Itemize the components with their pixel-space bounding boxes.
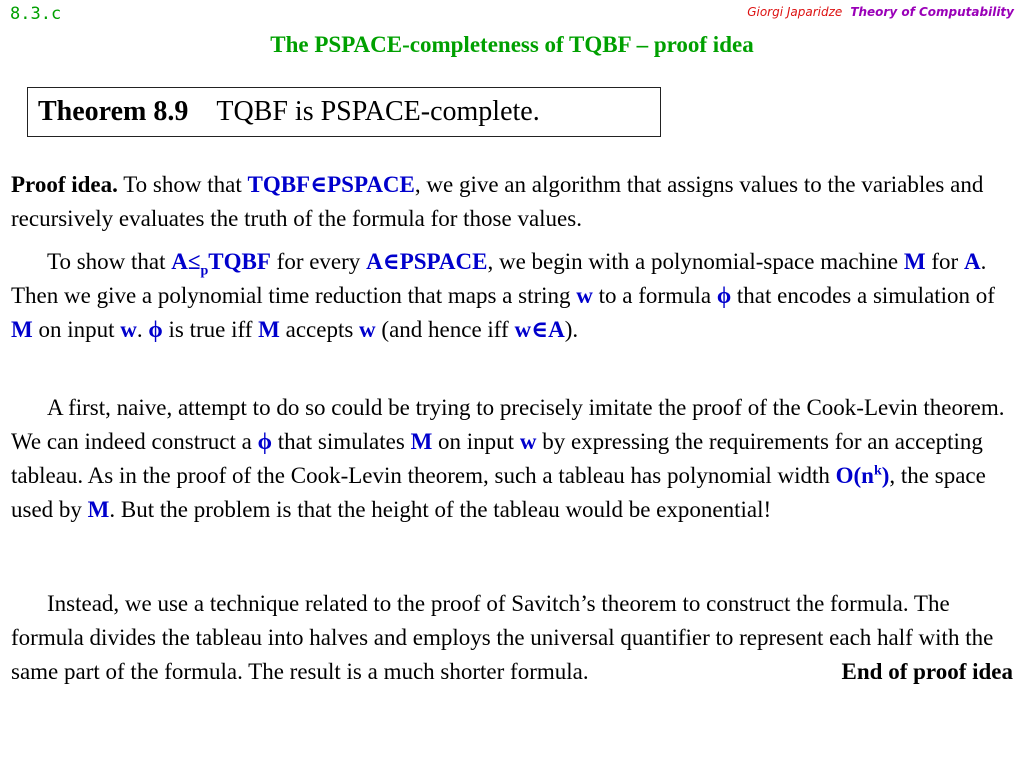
text: A first, naive, attempt to do so could be trying to precisely imitate the proof of the Cook-Levin theorem. We can indeed construct a xyxy=(11,395,1005,454)
text: ). xyxy=(564,317,579,342)
keyword: ϕ xyxy=(716,283,732,308)
proof-paragraph-2 xyxy=(11,245,1013,347)
keyword: M xyxy=(903,249,926,274)
text: is true iff xyxy=(162,317,259,342)
theorem-box xyxy=(27,87,661,137)
proof-paragraph-3 xyxy=(11,391,1013,527)
text: on input xyxy=(432,429,520,454)
proof-paragraph-1 xyxy=(11,168,1013,236)
theorem-label: Theorem 8.9 xyxy=(38,96,189,127)
keyword: w∈A xyxy=(514,317,565,342)
proof-idea-lead: Proof idea. xyxy=(11,172,118,197)
keyword: M xyxy=(258,317,280,342)
keyword: w xyxy=(576,283,593,308)
text: by expressing the requirements for an accepting tableau. As in the proof of the Cook-Levin theorem, such a tableau has polynomial width xyxy=(11,429,983,488)
slide-number: 8.3.c xyxy=(10,4,62,24)
text: for every xyxy=(270,249,367,274)
keyword: TQBF∈PSPACE xyxy=(247,172,415,197)
text: to a formula xyxy=(592,283,717,308)
keyword: M xyxy=(87,497,110,522)
keyword: ϕ xyxy=(148,317,163,342)
keyword: M xyxy=(11,317,33,342)
text: Instead, we use a technique related to the proof of Savitch’s theorem to construct the formula. The formula divides the tableau into halves and employs the universal quantifier to represent each half with the same part of the formula. The result is a much shorter formula. xyxy=(11,591,994,684)
text: , we give an algorithm that assigns values to the variables and recursively evaluates the truth of the formula for those values. xyxy=(11,172,984,231)
keyword: ) xyxy=(881,463,890,488)
text: for xyxy=(925,249,964,274)
keyword: M xyxy=(410,429,433,454)
text: To show that xyxy=(47,249,172,274)
author-name: Giorgi Japaridze xyxy=(747,5,843,19)
keyword: w xyxy=(120,317,137,342)
text: on input xyxy=(32,317,121,342)
end-of-proof-label: End of proof idea xyxy=(841,659,1013,684)
theorem-statement: TQBF is PSPACE-complete. xyxy=(216,96,540,127)
header-credits xyxy=(747,5,1014,20)
text: that simulates xyxy=(271,429,411,454)
keyword: A∈PSPACE xyxy=(366,249,488,274)
text: that encodes a simulation of xyxy=(731,283,995,308)
text: . But the problem is that the height of the tableau would be exponential! xyxy=(109,497,772,522)
keyword: A≤ xyxy=(171,249,201,274)
keyword: A xyxy=(963,249,981,274)
proof-paragraph-4 xyxy=(11,587,1013,689)
text: . Then we give a polynomial time reduction that maps a string xyxy=(11,249,987,308)
text: , we begin with a polynomial-space machine xyxy=(487,249,904,274)
keyword-superscript: k xyxy=(873,463,882,479)
text: accepts xyxy=(279,317,360,342)
keyword-subscript: p xyxy=(200,263,209,279)
text: , the space used by xyxy=(11,463,986,522)
text: . xyxy=(136,317,149,342)
text: To show that xyxy=(117,172,248,197)
page-title: The PSPACE-completeness of TQBF – proof idea xyxy=(270,32,754,57)
keyword: w xyxy=(519,429,537,454)
keyword: O(n xyxy=(835,463,874,488)
keyword: w xyxy=(359,317,376,342)
text: (and hence iff xyxy=(375,317,515,342)
keyword: TQBF xyxy=(208,249,271,274)
keyword: ϕ xyxy=(257,429,272,454)
course-name: Theory of Computability xyxy=(850,5,1014,19)
